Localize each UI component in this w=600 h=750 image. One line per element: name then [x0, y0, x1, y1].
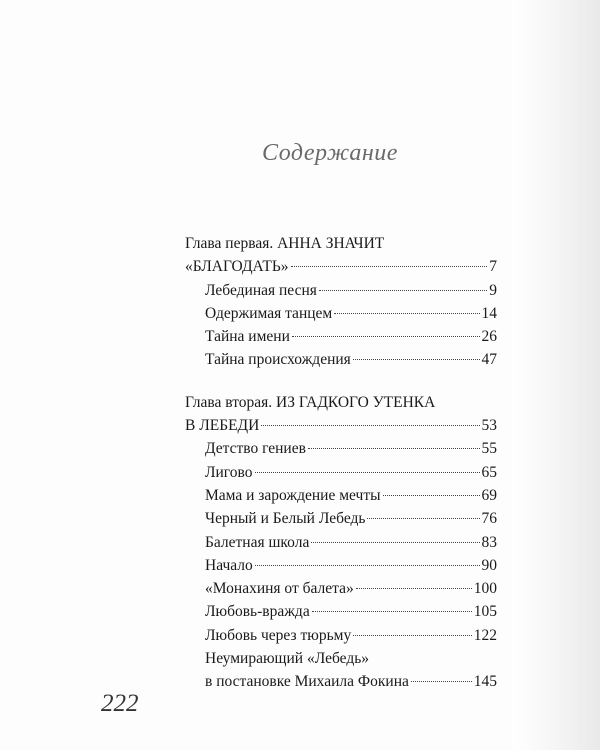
page-ref: 69 — [481, 486, 497, 504]
toc-entry — [185, 554, 497, 577]
chapter-heading — [185, 391, 497, 414]
entry-title: Лебединая песня — [205, 281, 317, 299]
chapter-heading — [185, 232, 497, 255]
leader-dots — [411, 681, 472, 682]
page-ref: 14 — [481, 304, 497, 322]
leader-dots — [291, 266, 488, 267]
entry-title: Детство гениев — [205, 440, 306, 458]
toc-entry — [185, 624, 497, 647]
toc-entry — [185, 484, 497, 507]
toc-entry — [185, 348, 497, 371]
page-ref: 100 — [473, 580, 497, 598]
leader-dots — [312, 611, 472, 612]
leader-dots — [353, 635, 472, 636]
page-ref: 55 — [481, 440, 497, 458]
toc-entry — [185, 600, 497, 623]
chapter-title: Глава вторая. ИЗ ГАДКОГО УТЕНКА — [185, 393, 436, 411]
leader-dots — [356, 588, 472, 589]
page-ref: 26 — [481, 328, 497, 346]
toc-entry — [185, 325, 497, 348]
toc-entry — [185, 461, 497, 484]
entry-title: Начало — [205, 556, 253, 574]
chapter-heading-cont — [185, 255, 497, 278]
page-ref: 7 — [489, 258, 497, 276]
leader-dots — [261, 425, 479, 426]
page-ref: 9 — [489, 281, 497, 299]
entry-title: Любовь через тюрьму — [205, 626, 352, 644]
page-ref: 83 — [481, 533, 497, 551]
page-ref: 76 — [481, 510, 497, 528]
entry-title: Неумирающий «Лебедь» — [205, 650, 370, 668]
page-ref: 65 — [481, 463, 497, 481]
entry-title: Мама и зарождение мечты — [205, 486, 381, 504]
entry-title: Черный и Белый Лебедь — [205, 510, 366, 528]
toc-entry — [185, 507, 497, 530]
leader-dots — [334, 313, 479, 314]
leader-dots — [319, 290, 487, 291]
toc-entry — [185, 531, 497, 554]
chapter-heading-cont — [185, 414, 497, 437]
toc-entry — [185, 279, 497, 302]
page-ref: 47 — [481, 351, 497, 369]
toc-entry — [185, 437, 497, 460]
entry-title: Тайна происхождения — [205, 351, 351, 369]
entry-title: Тайна имени — [205, 328, 290, 346]
chapter-title: Глава первая. АННА ЗНАЧИТ — [185, 235, 385, 252]
entry-title: Любовь-вражда — [205, 603, 310, 621]
page-ref: 122 — [473, 626, 497, 644]
page-ref: 145 — [473, 673, 497, 691]
leader-dots — [367, 518, 479, 519]
entry-title: «Монахиня от балета» — [205, 580, 354, 598]
page-ref: 53 — [481, 417, 497, 435]
leader-dots — [311, 542, 479, 543]
toc-entry-cont — [185, 670, 497, 693]
page-ref: 90 — [481, 556, 497, 574]
entry-title: Лигово — [205, 463, 253, 481]
entry-title: Балетная школа — [205, 533, 310, 551]
table-of-contents — [185, 232, 497, 694]
toc-entry — [185, 577, 497, 600]
toc-title: Содержание — [262, 140, 398, 166]
page-ref: 105 — [473, 603, 497, 621]
entry-title: в постановке Михаила Фокина — [205, 673, 409, 691]
chapter-title: «БЛАГОДАТЬ» — [185, 258, 289, 276]
leader-dots — [353, 359, 480, 360]
leader-dots — [292, 336, 480, 337]
toc-entry — [185, 647, 497, 670]
chapter-title: В ЛЕБЕДИ — [185, 417, 260, 435]
entry-title: Одержимая танцем — [205, 304, 333, 322]
page-edge-shadow — [512, 0, 600, 750]
toc-entry — [185, 302, 497, 325]
leader-dots — [255, 472, 480, 473]
page-number: 222 — [101, 690, 139, 717]
leader-dots — [308, 448, 480, 449]
leader-dots — [255, 565, 480, 566]
leader-dots — [383, 495, 480, 496]
